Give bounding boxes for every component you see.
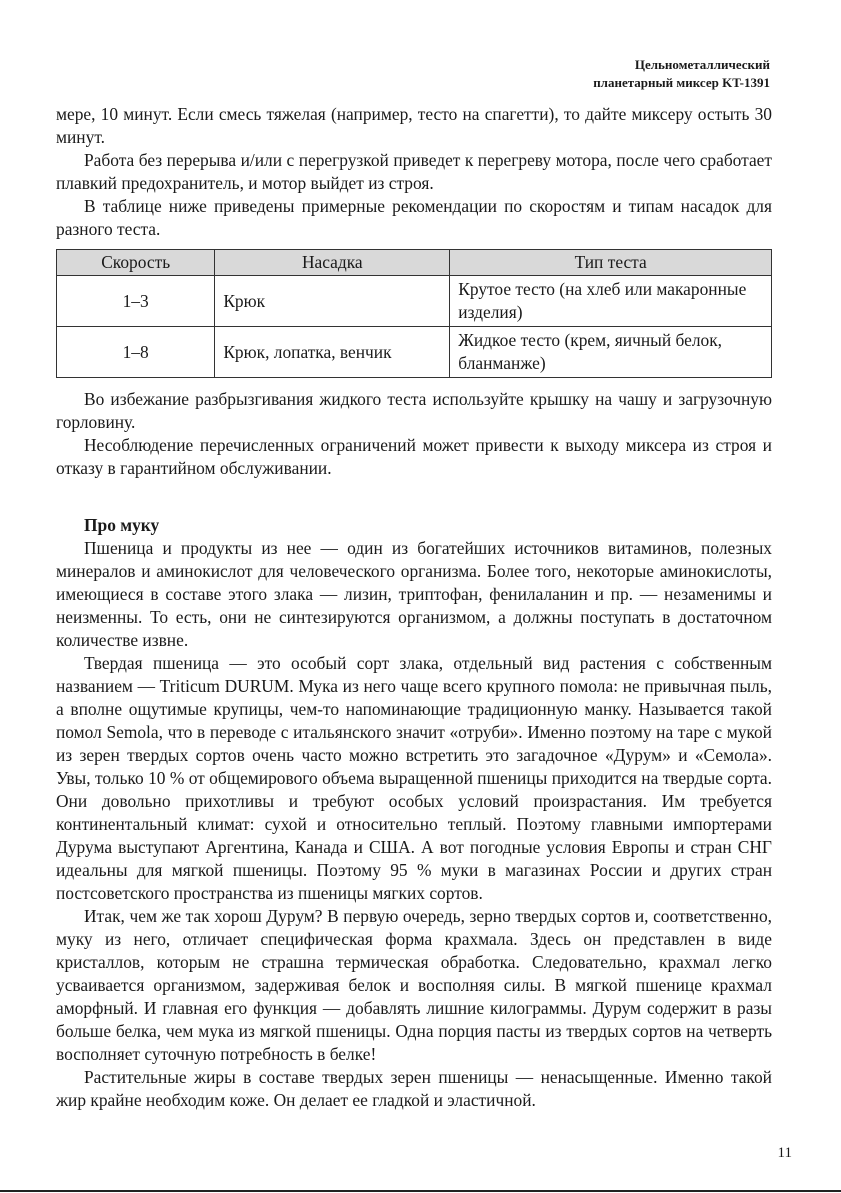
cell-speed: 1–8 <box>57 327 215 378</box>
cell-attachment: Крюк, лопатка, венчик <box>215 327 450 378</box>
table-header-row <box>57 250 772 276</box>
header-dough-type: Тип теста <box>450 250 772 276</box>
header-speed: Скорость <box>57 250 215 276</box>
running-header <box>593 56 770 92</box>
page-content <box>56 103 772 1112</box>
bottom-divider <box>0 1190 841 1192</box>
cell-dough-type: Жидкое тесто (крем, яичный белок, бланманже) <box>450 327 772 378</box>
paragraph: Итак, чем же так хорош Дурум? В первую очередь, зерно твердых сортов и, соответственно, муку из него, отличает специфическая форма крахмала. Здесь он представлен в виде кристаллов, которым не страшна термическая обработка. Следовательно, крахмал легко усваивается организмом, задерживая белок и восполняя силы. В мягкой пшенице крахмал аморфный. И главная его функция — добавлять лишние килограммы. Дурум содержит в разы больше белка, чем мука из мягкой пшеницы. Одна порция пасты из твердых сортов на четверть восполняет суточную потребность в белке! <box>56 906 772 1064</box>
header-line-1: Цельнометаллический <box>634 57 770 72</box>
paragraph: Работа без перерыва и/или с перегрузкой приведет к перегреву мотора, после чего сработает плавкий предохранитель, и мотор выйдет из строя. <box>56 150 772 193</box>
page-number: 11 <box>777 1145 792 1161</box>
cell-attachment: Крюк <box>215 276 450 327</box>
table-row <box>57 327 772 378</box>
paragraph: мере, 10 минут. Если смесь тяжелая (например, тесто на спагетти), то дайте миксеру остыть 30 минут. <box>56 104 772 147</box>
header-attachment: Насадка <box>215 250 450 276</box>
section-title: Про муку <box>84 515 160 535</box>
recommendations-table <box>56 249 772 378</box>
header-line-2: планетарный миксер KT-1391 <box>593 75 770 90</box>
table-row <box>57 276 772 327</box>
cell-speed: 1–3 <box>57 276 215 327</box>
paragraph: Несоблюдение перечисленных ограничений может привести к выходу миксера из строя и отказу в гарантийном обслуживании. <box>56 435 772 478</box>
cell-dough-type: Крутое тесто (на хлеб или макаронные изделия) <box>450 276 772 327</box>
paragraph: В таблице ниже приведены примерные рекомендации по скоростям и типам насадок для разного теста. <box>56 196 772 239</box>
paragraph: Во избежание разбрызгивания жидкого теста используйте крышку на чашу и загрузочную горловину. <box>56 389 772 432</box>
paragraph: Растительные жиры в составе твердых зерен пшеницы — ненасыщенные. Именно такой жир крайне необходим коже. Он делает ее гладкой и эластичной. <box>56 1067 772 1110</box>
paragraph: Твердая пшеница — это особый сорт злака, отдельный вид растения с собственным названием — Triticum DURUM. Мука из него чаще всего крупного помола: не привычная пыль, а вполне ощутимые крупицы, чем-то напоминающие традиционную манку. Называется такой помол Semola, что в переводе с итальянского значит «отруби». Именно поэтому на таре с мукой из зерен твердых сортов очень часто можно встретить это загадочное «Дурум» и «Семола». Увы, только 10 % от общемирового объема выращенной пшеницы приходится на твердые сорта. Они довольно прихотливы и требуют особых условий произрастания. Им требуется континентальный климат: сухой и относительно теплый. Поэтому главными импортерами Дурума выступают Аргентина, Канада и США. А вот погодные условия Европы и стран СНГ идеальны для мягкой пшеницы. Поэтому 95 % муки в магазинах России и других стран постсоветского пространства из пшеницы мягких сортов. <box>56 653 772 903</box>
paragraph: Пшеница и продукты из нее — один из богатейших источников витаминов, полезных минералов и аминокислот для человеческого организма. Более того, некоторые аминокислоты, имеющиеся в составе этого злака — лизин, триптофан, фенилаланин и пр. — незаменимы и неизменны. То есть, они не синтезируются организмом, а должны поступать в достаточном количестве извне. <box>56 538 772 650</box>
